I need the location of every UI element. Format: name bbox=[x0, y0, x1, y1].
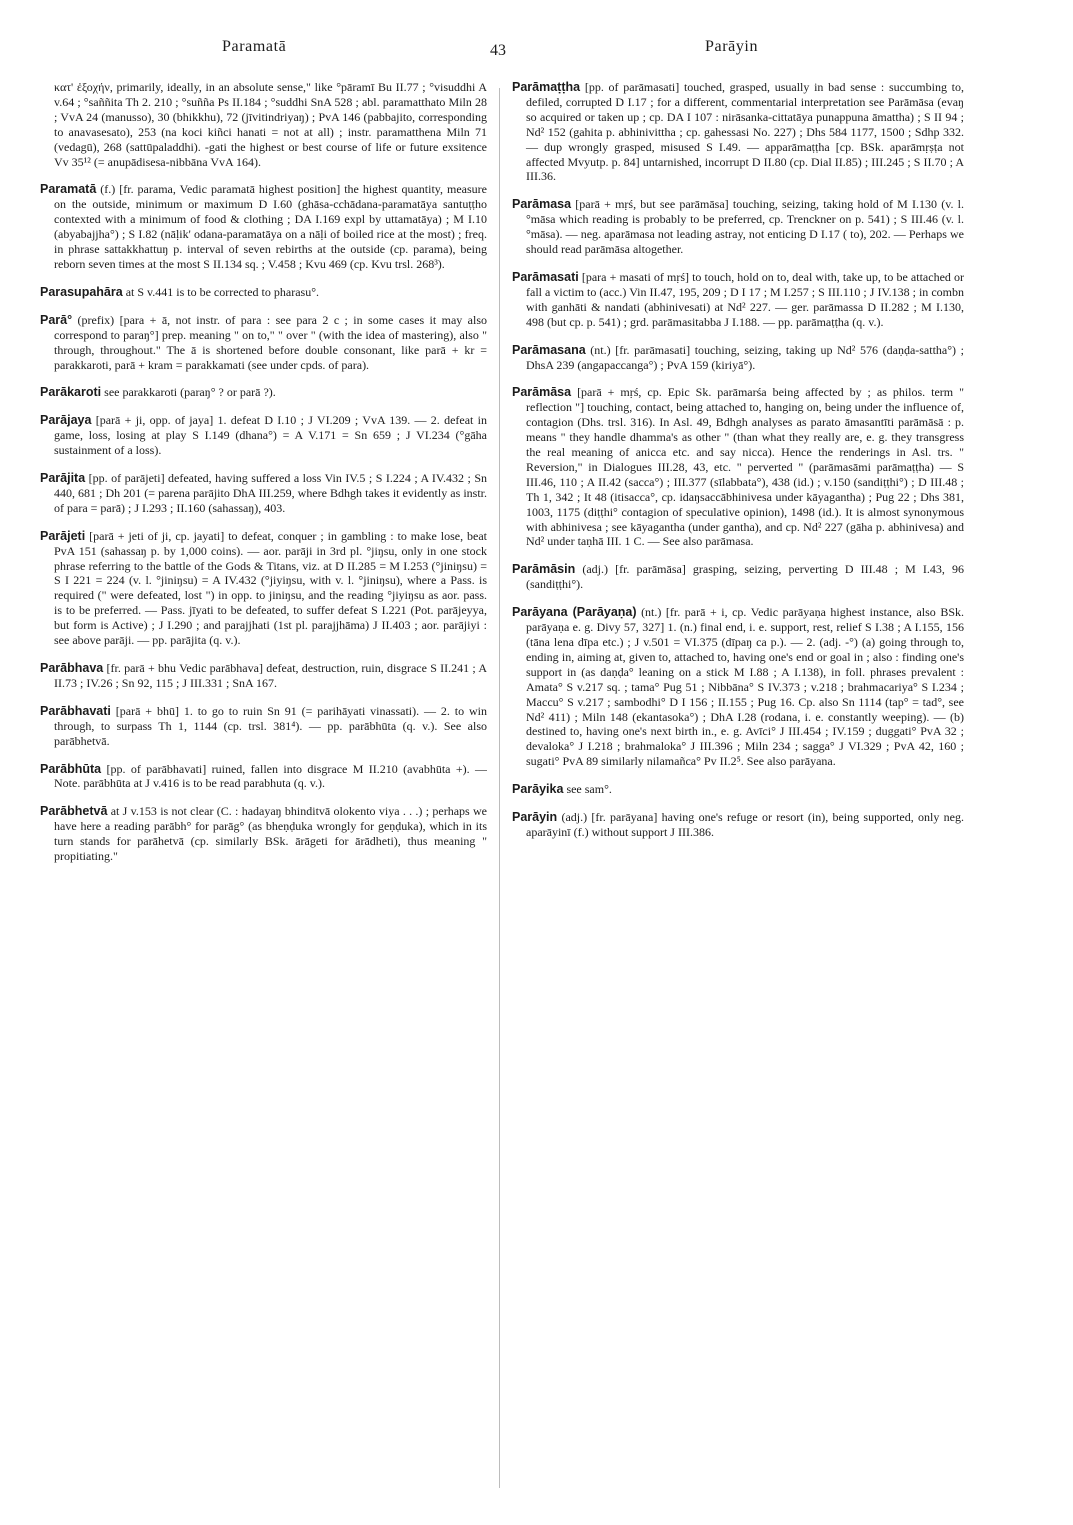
dictionary-entry bbox=[512, 605, 964, 769]
entry-text: (nt.) [fr. parāmasati] touching, seizing, taking up Nd² 576 (daṇḍa-sattha°) ; DhsA 239 (angapaccanga°) ; PvA 159 (kiriyā°). bbox=[526, 342, 964, 372]
entry-headword: Parāmasati bbox=[512, 269, 579, 284]
entry-headword: Parāmāsa bbox=[512, 385, 572, 400]
entry-headword: Parābhavati bbox=[40, 703, 111, 718]
dictionary-entry bbox=[40, 804, 487, 864]
entry-headword: Parā° bbox=[40, 312, 73, 327]
dictionary-entry bbox=[40, 529, 487, 648]
entry-headword: Paramatā bbox=[40, 182, 97, 197]
entry-text: see sam°. bbox=[566, 782, 612, 797]
entry-text: [parā + jeti of ji, cp. jayati] to defeat, conquer ; in gambling : to make lose, beat PvA 151 (sahassaŋ p. by 1,000 coins). — aor. parāji in 3rd pl. °jiŋsu, only in one stock phrase referring to the battle of the Gods & Titans, viz. at D II.285 = M I.253 (°jiniŋsu) = S I 221 = 224 (v. l. °jiniŋsu) = A IV.432 (°jiyiŋsu, with v. l. °jiniŋsu), where a Pass. is required (" were defeated, lost ") in opp. to jiniŋsu, and the reading °jiyiŋsu as aor. pass. is to be preferred. — Pass. jīyati to be defeated, to suffer defeat S I.221 (Pot. parājeyya, but form is Active) ; J I.290 ; and parajjhati (1st pl. parajjhāma) J II.403 ; aor. parājiyi : see above parāji. — pp. parājita (q. v.). bbox=[54, 528, 487, 648]
entry-text: (nt.) [fr. parā + i, cp. Vedic parāyaṇa highest instance, also BSk. parāyaṇa e. g. Divy 57, 327] 1. (n.) final end, i. e. support, rest, relief S I.38 ; A I.155, 156 (tāna lena dīpa etc.) ; J v.501 = VI.375 (dīpaŋ ca p.). — 2. (adj. -°) (a) going through to, ending in, aiming at, given to, attached to, having one's end or goal in ; also : finding one's support in (as daṇḍa° leaning on a stick M I.88 ; A I.138), in foll. phrases prevalent : Amata° S v.217 sq. ; tama° Pug 51 ; Nibbāna° S IV.373 ; v.218 ; brahmacariya° S I.234 ; Maccu° S v.217 ; sambodhi° D I 156 ; II.155 ; Pug 16. Cp. also Sn 1114 (tap° = tad°, see Nd² 411) ; Miln 148 (ekantasoka°) ; DhA I.28 (rodana, i. e. constantly weeping). — (b) destined to, having one's next birth in., e. g. Avīci° J III.454 ; IV.159 ; duggati° PvA 32 ; devaloka° J I.218 ; brahmaloka° J III.396 ; Miln 234 ; sagga° J VI.329 ; PvA 42, 160 ; sugati° PvA 89 similarly nilamañca° Pv II.2⁵. See also parāyana. bbox=[526, 605, 964, 769]
dictionary-entry bbox=[40, 471, 487, 516]
dictionary-entry bbox=[40, 80, 487, 169]
entry-headword: Parājita bbox=[40, 471, 86, 486]
dictionary-entry bbox=[512, 782, 964, 797]
dictionary-entry bbox=[40, 704, 487, 749]
entry-text: (adj.) [fr. parāmāsa] grasping, seizing, perverting D III.48 ; M I.43, 96 (sandiṭṭhi°). bbox=[526, 562, 964, 592]
entry-headword: Parāmāsin bbox=[512, 562, 576, 577]
entry-text: (prefix) [para + ā, not instr. of para : see para 2 c ; in some cases it may also correspond to paraŋ°] prep. meaning " on to," " over " (with the idea of mastering), also " through, throughout." The ā is shortened before double consonant, like parā + kr = parakkaroti, parā + kram = parakkamati (see under cpds. of para). bbox=[54, 312, 487, 372]
entry-text: [parā + ji, opp. of jaya] 1. defeat D I.10 ; J VI.209 ; VvA 139. — 2. defeat in game, loss, losing at play S I.149 (dhana°) = A V.171 = Sn 659 ; J VI.234 (°gāha sustainment of a loss). bbox=[54, 413, 487, 458]
entry-text: [pp. of parābhavati] ruined, fallen into disgrace M II.210 (avabhūta +). — Note. parābhūta at J v.416 is to be read parabhuta (q. v.). bbox=[54, 761, 487, 791]
dictionary-entry bbox=[512, 343, 964, 373]
entry-text: see parakkaroti (paraŋ° ? or parā ?). bbox=[104, 385, 276, 400]
dictionary-entry bbox=[40, 313, 487, 373]
entry-text: at J v.153 is not clear (C. : hadayaŋ bhinditvā olokento viya . . .) ; perhaps we have here a reading parābh° for parāg° (as bheṇḍuka wrongly for geṇḍuka), which in its turn stands for parāhetvā (cp. similarly BSk. ārāgeti for ārādheti), thus meaning " propitiating." bbox=[54, 804, 487, 864]
entry-text: at S v.441 is to be corrected to pharasu°. bbox=[125, 284, 319, 299]
running-head-right: Parāyin bbox=[705, 38, 759, 55]
entry-text: [parā + bhū] 1. to go to ruin Sn 91 (= parihāyati vinassati). — 2. to win through, to surpass Th 1, 1144 (cp. trsl. 381⁴). — pp. parābhūta (q. v.). See also parābhetvā. bbox=[54, 703, 487, 748]
entry-headword: Parāmasa bbox=[512, 197, 572, 212]
entry-text: κατ' ἐξοχήν, primarily, ideally, in an absolute sense," like °pāramī Bu II.77 ; °visuddhi A v.64 ; °saññita Th 2. 210 ; °suñña Ps II.184 ; °suddhi SnA 528 ; abl. paramatthato Miln 28 ; VvA 24 (manusso), 30 (bhikkhu), 72 (jīvitindriyaŋ) ; PvA 146 (pabbajito, corresponding to anavasesato), 253 (na koci kiñci hanati = not at all) ; instr. paramatthena Miln 71 (vedagū), 268 (sattūpaladdhi). -gati the highest or best course of life or future exsitence Vv 35¹² (= anupādisesa-nibbāna VvA 164). bbox=[54, 80, 487, 169]
entry-headword: Parasupahāra bbox=[40, 284, 123, 299]
entry-headword: Parābhetvā bbox=[40, 804, 108, 819]
dictionary-entry bbox=[40, 413, 487, 458]
dictionary-entry bbox=[512, 810, 964, 840]
entry-text: [fr. parā + bhu Vedic parābhava] defeat, destruction, ruin, disgrace S II.241 ; A II.73 ; IV.26 ; Sn 92, 115 ; J III.331 ; SnA 167. bbox=[54, 661, 487, 690]
entry-headword: Parābhūta bbox=[40, 761, 102, 776]
entry-headword: Parāyin bbox=[512, 810, 558, 825]
entry-text: (adj.) [fr. parāyana] having one's refuge or resort (in), being supported, only neg. aparāyinī (f.) without support J III.386. bbox=[526, 810, 964, 839]
dictionary-entry bbox=[40, 182, 487, 271]
page-number: 43 bbox=[490, 42, 506, 59]
entry-headword: Parājaya bbox=[40, 413, 92, 428]
entry-text: [parā + mṛś, cp. Epic Sk. parāmarśa being affected by ; as philos. term " reflection "] touching, contact, being attached to, hanging on, being under the influence of, contagion (Dhs. trsl. 316). In Asl. 49, Bdhgh analyses as parato āmasantīti parāmāsā : p. means " they handle dhamma's as other " (than what they really are, e. g. they transgress the real meaning of anicca etc. and say nicca). Hence the renderings in Asl. trs. " Reversion," in Dialogues III.28, 43, etc. " perverted " (parāmasāmi parāmaṭṭha) — S III.46, 110 ; A II.42 (sacca°) ; III.377 (sīlabbata°), 438 (id.) ; v.150 (sandiṭṭhi°) ; D III.48 ; Th 1, 342 ; It 48 (itisacca°, cp. idaŋsaccābhinivesa under kāyagantha) ; Pug 22 ; Dhs 381, 1003, 1175 (diṭṭhi° contagion of speculative opinion), 1498 (id.). It is almost synonymous with abhinivesa ; see kāyagantha (under gantha), and cp. Nd² 227 (gāha p. abhinivesa) and Nd² under taṇhā III. 1 C. — See also parāmasa. bbox=[526, 385, 964, 549]
entry-text: [parā + mṛś, but see parāmāsa] touching, seizing, taking hold of M I.130 (v. l. °māsa which reading is probably to be preferred, cp. Trenckner on p. 541) ; S III.46 (v. l. °māsa). — neg. aparāmasa not leading astray, not enticing D I.17 ( to), 202. — Perhaps we should read parāmāsa altogether. bbox=[526, 197, 964, 257]
entry-headword: Parāmasana bbox=[512, 342, 586, 357]
left-column bbox=[40, 80, 487, 1510]
entry-headword: Parāyika bbox=[512, 782, 564, 797]
entry-text: (f.) [fr. parama, Vedic paramatā highest position] the highest quantity, measure on the outside, minimum or maximum D I.60 (ghāsa-cchādana-paramatāya santuṭṭho contexted with a minimum of food & clothing ; DA I.169 expl by uttamatāya) ; M I.10 (abyabajjha°) ; S I.82 (nāḷik' odana-paramatāya on a nāḷi of boiled rice at the most) ; freq. in phrase sattakkhattuŋ p. interval of seven rebirths at the outside (cp. parama), being reborn seven times at the most S II.134 sq. ; V.458 ; Kvu 469 (cp. Kvu trsl. 268³). bbox=[54, 182, 487, 271]
dictionary-entry bbox=[40, 385, 487, 400]
right-column bbox=[512, 80, 964, 1510]
dictionary-entry bbox=[512, 80, 964, 184]
dictionary-entry bbox=[512, 385, 964, 549]
entry-headword: Parāyana (Parāyaṇa) bbox=[512, 605, 637, 620]
entry-text: [para + masati of mṛś] to touch, hold on to, deal with, take up, to be attached or fall a victim to (acc.) Vin II.47, 195, 209 ; D I 17 ; M I.257 ; S III.110 ; J IV.138 ; in combn with ganhāti & nandati (abhinivesati) at Nd² 227. — ger. parāmassa D II.282 ; M I.130, 498 (but cp. p. 541) ; grd. parāmasitabba J I.188. — pp. parāmaṭṭha (q. v.). bbox=[526, 269, 964, 329]
running-head-left: Paramatā bbox=[222, 38, 287, 55]
entry-headword: Parākaroti bbox=[40, 385, 102, 400]
dictionary-entry bbox=[40, 285, 487, 300]
dictionary-entry bbox=[512, 270, 964, 330]
entry-headword: Parāmaṭṭha bbox=[512, 80, 581, 94]
entry-headword: Parājeti bbox=[40, 528, 86, 543]
dictionary-entry bbox=[512, 197, 964, 257]
dictionary-entry bbox=[512, 562, 964, 592]
page-header bbox=[0, 30, 1073, 70]
dictionary-entry bbox=[40, 661, 487, 691]
entry-text: [pp. of parājeti] defeated, having suffered a loss Vin IV.5 ; S I.224 ; A IV.432 ; Sn 440, 681 ; Dh 201 (= parena parājito DhA III.259, where Bdhgh takes it evidently as instr. of para = parā) ; J I.293 ; II.160 (sahassaŋ), 403. bbox=[54, 471, 487, 515]
entry-headword: Parābhava bbox=[40, 661, 104, 675]
entry-text: [pp. of parāmasati] touched, grasped, usually in bad sense : succumbing to, defiled, corrupted D I.17 ; for a different, commentarial interpretation see Parāmāsa (evaŋ so acquired or taken up ; cp. DA I 107 : nirāsanka-cittatāya punappuna āmattha) ; S II 94 ; Nd² 152 (gahita p. abhinivittha ; cp. gahessasi No. 227) ; Dhs 584 1177, 1500 ; Sdhp 332. — dup wrongly grasped, misused S I.49. — apparāmaṭṭha [cp. BSk. aparāmṛṣṭa not affected Mvyutp. p. 84] untarnished, incorrupt D II.80 (cp. Dial II.85) ; III.245 ; S II.70 ; A III.36. bbox=[526, 80, 964, 184]
dictionary-entry bbox=[40, 762, 487, 792]
column-divider bbox=[499, 88, 500, 1488]
